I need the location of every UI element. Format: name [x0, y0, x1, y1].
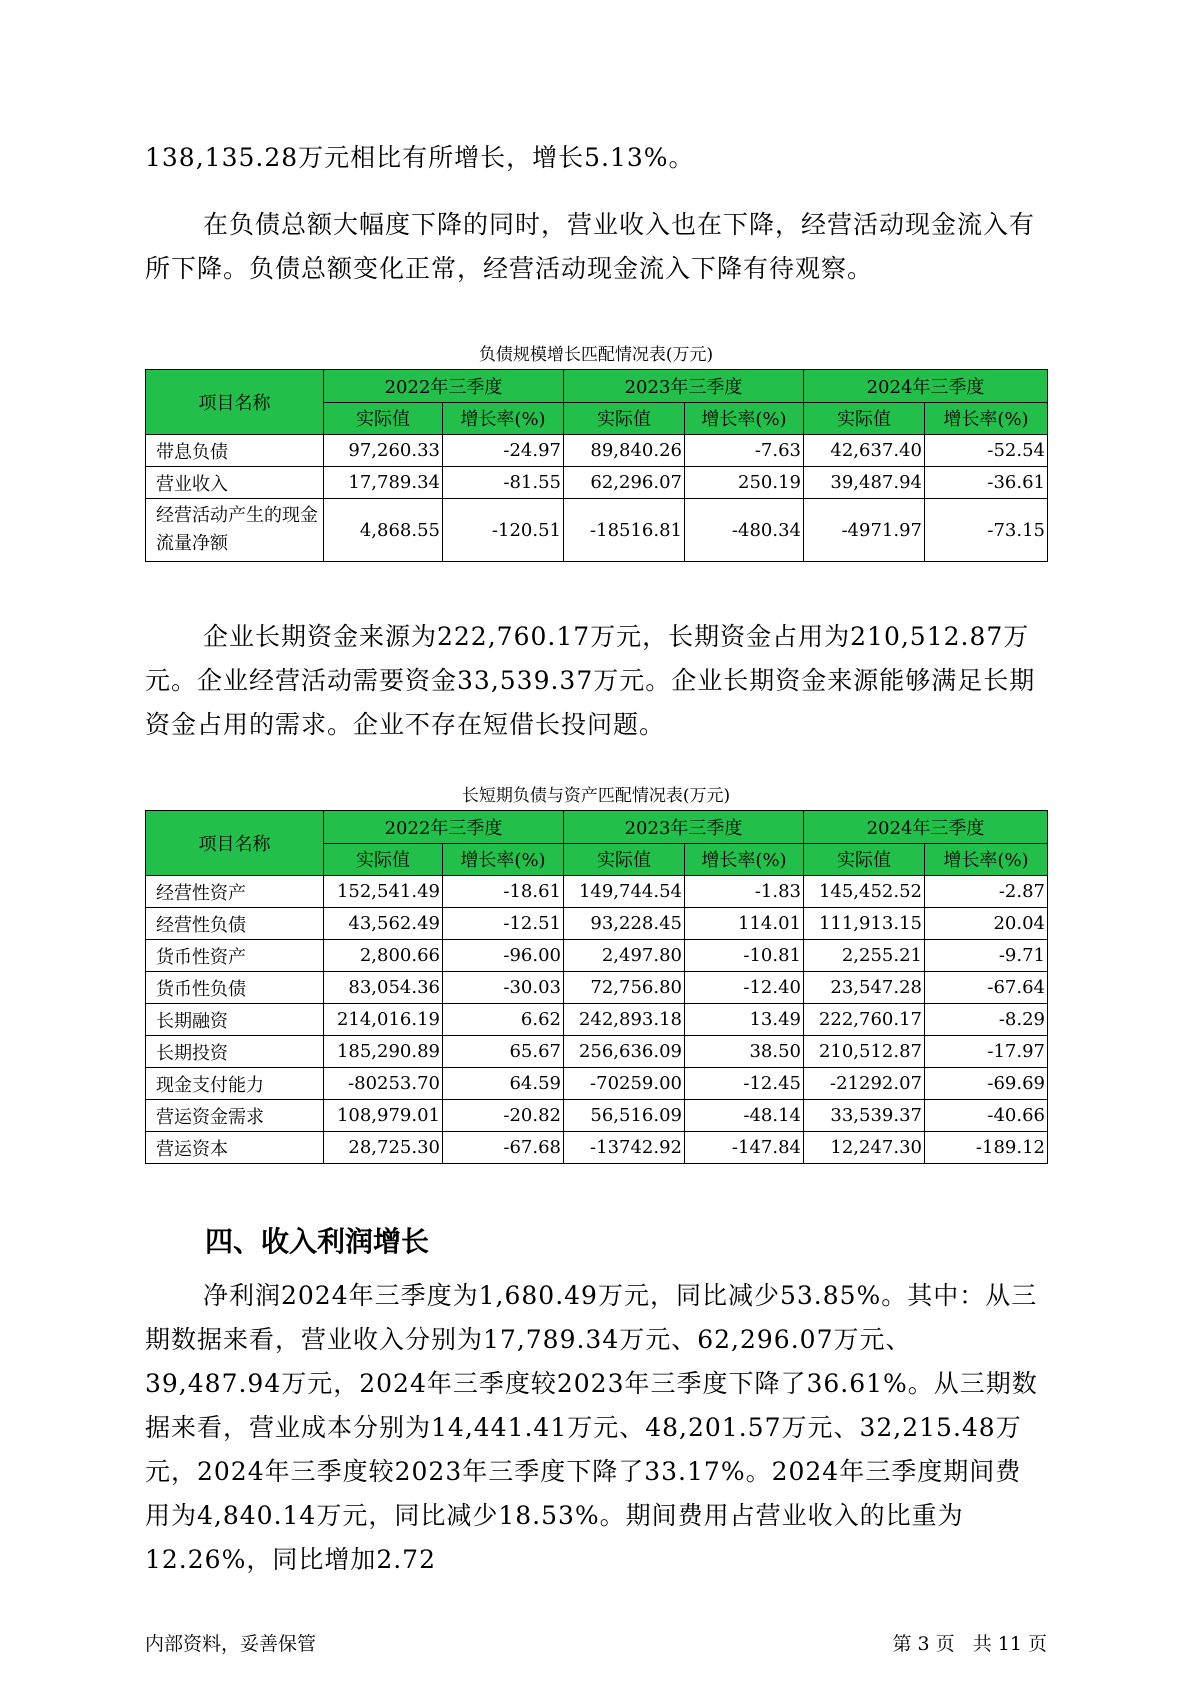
row-name: 长期融资 [146, 1004, 324, 1036]
cell-value: 65.67 [443, 1036, 564, 1068]
cell-value: -80253.70 [324, 1068, 443, 1100]
row-name: 营运资金需求 [146, 1100, 324, 1132]
header-growth: 增长率(%) [685, 843, 804, 876]
footer-confidential-note: 内部资料，妥善保管 [145, 1633, 317, 1655]
cell-value: 72,756.80 [564, 972, 685, 1004]
cell-value: 28,725.30 [324, 1132, 443, 1164]
cell-value: -67.64 [925, 972, 1048, 1004]
row-name: 带息负债 [146, 435, 324, 467]
row-name: 长期投资 [146, 1036, 324, 1068]
cell-value: -8.29 [925, 1004, 1048, 1036]
cell-value: -18516.81 [564, 499, 685, 562]
table-row [146, 1036, 1048, 1068]
cell-value: 242,893.18 [564, 1004, 685, 1036]
row-name: 经营性资产 [146, 876, 324, 908]
header-growth: 增长率(%) [925, 843, 1048, 876]
cell-value: -10.81 [685, 940, 804, 972]
cell-value: 93,228.45 [564, 908, 685, 940]
row-name: 经营性负债 [146, 908, 324, 940]
cell-value: 39,487.94 [804, 467, 925, 499]
header-actual: 实际值 [564, 843, 685, 876]
header-period-2022: 2022年三季度 [324, 370, 564, 403]
cell-value: -4971.97 [804, 499, 925, 562]
cell-value: 145,452.52 [804, 876, 925, 908]
cell-value: 185,290.89 [324, 1036, 443, 1068]
header-actual: 实际值 [324, 843, 443, 876]
header-actual: 实际值 [804, 402, 925, 435]
row-name: 现金支付能力 [146, 1068, 324, 1100]
cell-value: -189.12 [925, 1132, 1048, 1164]
row-name: 经营活动产生的现金流量净额 [146, 499, 324, 562]
table-row [146, 1068, 1048, 1100]
cell-value: -69.69 [925, 1068, 1048, 1100]
cell-value: 20.04 [925, 908, 1048, 940]
row-name: 货币性资产 [146, 940, 324, 972]
cell-value: -73.15 [925, 499, 1048, 562]
footer-page-number: 第 3 页 共 11 页 [892, 1633, 1047, 1655]
cell-value: 62,296.07 [564, 467, 685, 499]
cell-value: -9.71 [925, 940, 1048, 972]
table-row [146, 876, 1048, 908]
header-period-2024: 2024年三季度 [804, 370, 1048, 403]
table-row [146, 1100, 1048, 1132]
cell-value: 2,800.66 [324, 940, 443, 972]
cell-value: -81.55 [443, 467, 564, 499]
cell-value: 256,636.09 [564, 1036, 685, 1068]
cell-value: 17,789.34 [324, 467, 443, 499]
cell-value: 6.62 [443, 1004, 564, 1036]
cell-value: -12.45 [685, 1068, 804, 1100]
cell-value: 43,562.49 [324, 908, 443, 940]
paragraph-2: 在负债总额大幅度下降的同时，营业收入也在下降，经营活动现金流入有所下降。负债总额变化正常，经营活动现金流入下降有待观察。 [145, 210, 1036, 283]
table1-caption: 负债规模增长匹配情况表(万元) [478, 345, 714, 365]
cell-value: 13.49 [685, 1004, 804, 1036]
long-short-term-matching-table [145, 810, 1048, 1164]
cell-value: -18.61 [443, 876, 564, 908]
header-actual: 实际值 [564, 402, 685, 435]
cell-value: 114.01 [685, 908, 804, 940]
paragraph-4: 净利润2024年三季度为1,680.49万元，同比减少53.85%。其中：从三期数据来看，营业收入分别为17,789.34万元、62,296.07万元、39,487.94万元，2024年三季度较2023年三季度下降了36.61%。从三期数据来看，营业成本分别为14,441.41万元、48,201.57万元、32,215.48万元，2024年三季度较2023年三季度下降了33.17%。2024年三季度期间费用为4,840.14万元，同比减少18.53%。期间费用占营业收入的比重为12.26%，同比增加2.72 [145, 1281, 1038, 1574]
cell-value: -20.82 [443, 1100, 564, 1132]
cell-value: 64.59 [443, 1068, 564, 1100]
cell-value: 250.19 [685, 467, 804, 499]
cell-value: -96.00 [443, 940, 564, 972]
table-row [146, 1132, 1048, 1164]
cell-value: -12.40 [685, 972, 804, 1004]
table-row [146, 1004, 1048, 1036]
cell-value: -480.34 [685, 499, 804, 562]
header-period-2023: 2023年三季度 [564, 811, 804, 844]
header-item-name: 项目名称 [146, 370, 324, 435]
header-period-2023: 2023年三季度 [564, 370, 804, 403]
liability-growth-table [145, 369, 1048, 562]
row-name: 货币性负债 [146, 972, 324, 1004]
cell-value: -30.03 [443, 972, 564, 1004]
cell-value: 111,913.15 [804, 908, 925, 940]
cell-value: -48.14 [685, 1100, 804, 1132]
paragraph-3: 企业长期资金来源为222,760.17万元，长期资金占用为210,512.87万元。企业经营活动需要资金33,539.37万元。企业长期资金来源能够满足长期资金占用的需求。企业不存在短借长投问题。 [145, 622, 1036, 739]
cell-value: 56,516.09 [564, 1100, 685, 1132]
cell-value: -67.68 [443, 1132, 564, 1164]
table-row [146, 908, 1048, 940]
cell-value: -13742.92 [564, 1132, 685, 1164]
cell-value: 23,547.28 [804, 972, 925, 1004]
table-row [146, 499, 1048, 562]
header-actual: 实际值 [804, 843, 925, 876]
paragraph-1: 138,135.28万元相比有所增长，增长5.13%。 [145, 143, 695, 172]
cell-value: -52.54 [925, 435, 1048, 467]
table2-caption: 长短期负债与资产匹配情况表(万元) [461, 786, 731, 806]
cell-value: -70259.00 [564, 1068, 685, 1100]
cell-value: 4,868.55 [324, 499, 443, 562]
cell-value: -21292.07 [804, 1068, 925, 1100]
cell-value: 33,539.37 [804, 1100, 925, 1132]
table-row [146, 467, 1048, 499]
cell-value: 83,054.36 [324, 972, 443, 1004]
cell-value: -40.66 [925, 1100, 1048, 1132]
cell-value: 149,744.54 [564, 876, 685, 908]
header-growth: 增长率(%) [443, 843, 564, 876]
cell-value: -147.84 [685, 1132, 804, 1164]
header-period-2024: 2024年三季度 [804, 811, 1048, 844]
cell-value: -120.51 [443, 499, 564, 562]
cell-value: 12,247.30 [804, 1132, 925, 1164]
cell-value: 214,016.19 [324, 1004, 443, 1036]
header-growth: 增长率(%) [685, 402, 804, 435]
section-heading: 四、收入利润增长 [205, 1225, 430, 1258]
cell-value: 222,760.17 [804, 1004, 925, 1036]
header-period-2022: 2022年三季度 [324, 811, 564, 844]
cell-value: 42,637.40 [804, 435, 925, 467]
cell-value: 2,497.80 [564, 940, 685, 972]
cell-value: -17.97 [925, 1036, 1048, 1068]
cell-value: 38.50 [685, 1036, 804, 1068]
row-name: 营业收入 [146, 467, 324, 499]
cell-value: -2.87 [925, 876, 1048, 908]
cell-value: 210,512.87 [804, 1036, 925, 1068]
row-name: 营运资本 [146, 1132, 324, 1164]
header-actual: 实际值 [324, 402, 443, 435]
header-growth: 增长率(%) [925, 402, 1048, 435]
cell-value: -1.83 [685, 876, 804, 908]
cell-value: 97,260.33 [324, 435, 443, 467]
header-item-name: 项目名称 [146, 811, 324, 876]
cell-value: -24.97 [443, 435, 564, 467]
table-row [146, 940, 1048, 972]
cell-value: 108,979.01 [324, 1100, 443, 1132]
table-row [146, 972, 1048, 1004]
header-growth: 增长率(%) [443, 402, 564, 435]
cell-value: -36.61 [925, 467, 1048, 499]
cell-value: -7.63 [685, 435, 804, 467]
cell-value: 2,255.21 [804, 940, 925, 972]
cell-value: 89,840.26 [564, 435, 685, 467]
table-row [146, 435, 1048, 467]
cell-value: 152,541.49 [324, 876, 443, 908]
cell-value: -12.51 [443, 908, 564, 940]
